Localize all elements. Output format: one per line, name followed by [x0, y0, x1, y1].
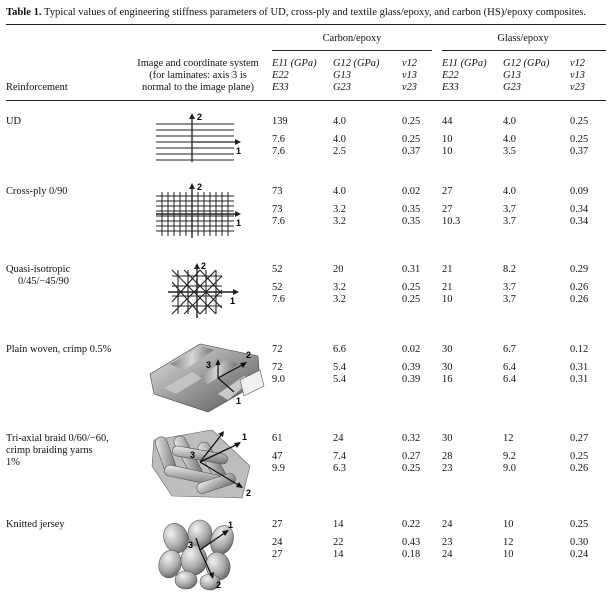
braid-axis-2: 2 — [246, 488, 252, 498]
knit-axis-2: 2 — [216, 580, 222, 590]
param-header-1-2: G23 — [333, 82, 351, 93]
cross-ply-image — [150, 180, 250, 242]
carbon-cell: 52 — [272, 264, 283, 275]
glass-cell: 30 — [442, 362, 453, 373]
carbon-cell: 6.3 — [333, 463, 346, 474]
param-header-1-1: G13 — [333, 70, 351, 81]
reinforcement-name: 1% — [6, 457, 20, 468]
carbon-cell: 0.39 — [402, 374, 421, 385]
quasi-axis-2: 2 — [201, 261, 207, 271]
reinforcement-name: Knitted jersey — [6, 519, 65, 530]
glass-cell: 10.3 — [442, 216, 461, 227]
glass-cell: 3.7 — [503, 204, 516, 215]
param-header-3-2: E33 — [442, 82, 459, 93]
carbon-cell: 61 — [272, 433, 283, 444]
glass-cell: 10 — [442, 146, 453, 157]
carbon-cell: 5.4 — [333, 374, 346, 385]
carbon-cell: 4.0 — [333, 134, 346, 145]
glass-cell: 0.31 — [570, 362, 589, 373]
carbon-cell: 0.25 — [402, 463, 421, 474]
reinforcement-name: UD — [6, 116, 22, 127]
woven-axis-2: 2 — [246, 350, 252, 360]
carbon-cell: 5.4 — [333, 362, 346, 373]
woven-axis-1: 1 — [236, 396, 242, 406]
group-glass-epoxy: Glass/epoxy — [497, 33, 549, 44]
header-image-line-3: normal to the image plane) — [142, 82, 254, 93]
glass-cell: 8.2 — [503, 264, 516, 275]
cross-ply-axis-1: 1 — [236, 218, 242, 228]
glass-cell: 0.25 — [570, 116, 589, 127]
carbon-cell: 0.35 — [402, 216, 421, 227]
knitted-jersey-image — [150, 516, 262, 592]
group-rule-carbon — [272, 50, 432, 51]
glass-cell: 23 — [442, 537, 453, 548]
carbon-cell: 72 — [272, 344, 283, 355]
glass-cell: 16 — [442, 374, 453, 385]
glass-cell: 44 — [442, 116, 453, 127]
carbon-cell: 3.2 — [333, 216, 346, 227]
carbon-cell: 20 — [333, 264, 344, 275]
carbon-cell: 9.0 — [272, 374, 285, 385]
glass-cell: 30 — [442, 344, 453, 355]
param-header-4-0: G12 (GPa) — [503, 58, 550, 69]
glass-cell: 28 — [442, 451, 453, 462]
glass-cell: 6.4 — [503, 362, 516, 373]
param-header-3-0: E11 (GPa) — [442, 58, 487, 69]
carbon-cell: 14 — [333, 519, 344, 530]
glass-cell: 12 — [503, 433, 514, 444]
param-header-5-0: ν12 — [570, 58, 586, 69]
glass-cell: 0.34 — [570, 216, 589, 227]
carbon-cell: 9.9 — [272, 463, 285, 474]
glass-cell: 0.29 — [570, 264, 589, 275]
glass-cell: 10 — [442, 134, 453, 145]
glass-cell: 0.31 — [570, 374, 589, 385]
carbon-cell: 0.18 — [402, 549, 421, 560]
carbon-cell: 27 — [272, 549, 283, 560]
glass-cell: 23 — [442, 463, 453, 474]
group-rule-glass — [442, 50, 606, 51]
glass-cell: 3.7 — [503, 282, 516, 293]
carbon-cell: 73 — [272, 186, 283, 197]
glass-cell: 9.0 — [503, 463, 516, 474]
carbon-cell: 7.6 — [272, 146, 285, 157]
glass-cell: 0.26 — [570, 282, 589, 293]
header-image-line-1: Image and coordinate system — [137, 58, 259, 69]
carbon-cell: 0.35 — [402, 204, 421, 215]
carbon-cell: 6.6 — [333, 344, 346, 355]
reinforcement-name: Cross-ply 0/90 — [6, 186, 68, 197]
carbon-cell: 0.32 — [402, 433, 421, 444]
glass-cell: 9.2 — [503, 451, 516, 462]
glass-cell: 6.4 — [503, 374, 516, 385]
carbon-cell: 0.43 — [402, 537, 421, 548]
glass-cell: 0.09 — [570, 186, 589, 197]
glass-cell: 4.0 — [503, 186, 516, 197]
cross-ply-axis-2: 2 — [197, 182, 203, 192]
carbon-cell: 52 — [272, 282, 283, 293]
glass-cell: 0.27 — [570, 433, 589, 444]
glass-cell: 0.25 — [570, 519, 589, 530]
glass-cell: 3.7 — [503, 294, 516, 305]
carbon-cell: 0.02 — [402, 344, 421, 355]
param-header-5-1: ν13 — [570, 70, 586, 81]
header-reinforcement: Reinforcement — [6, 82, 68, 93]
glass-cell: 27 — [442, 186, 453, 197]
carbon-cell: 0.02 — [402, 186, 421, 197]
carbon-cell: 2.5 — [333, 146, 346, 157]
carbon-cell: 0.27 — [402, 451, 421, 462]
glass-cell: 4.0 — [503, 134, 516, 145]
knit-axis-3: 3 — [188, 540, 194, 550]
glass-cell: 3.7 — [503, 216, 516, 227]
param-header-0-1: E22 — [272, 70, 289, 81]
glass-cell: 21 — [442, 282, 453, 293]
glass-cell: 10 — [442, 294, 453, 305]
glass-cell: 27 — [442, 204, 453, 215]
ud-laminate-image — [150, 110, 250, 168]
glass-cell: 0.12 — [570, 344, 589, 355]
param-header-4-2: G23 — [503, 82, 521, 93]
braid-axis-1: 1 — [242, 432, 248, 442]
carbon-cell: 7.4 — [333, 451, 346, 462]
carbon-cell: 7.6 — [272, 294, 285, 305]
caption-text: Typical values of engineering stiffness parameters of UD, cross-ply and textile glass/epoxy, and carbon (HS)/epoxy composites. — [44, 7, 587, 18]
plain-woven-image — [140, 334, 272, 416]
carbon-cell: 72 — [272, 362, 283, 373]
carbon-cell: 0.39 — [402, 362, 421, 373]
param-header-2-2: ν23 — [402, 82, 418, 93]
header-rule — [6, 100, 606, 101]
param-header-5-2: ν23 — [570, 82, 586, 93]
ud-axis-1: 1 — [236, 146, 242, 156]
knit-axis-1: 1 — [228, 520, 234, 530]
glass-cell: 3.5 — [503, 146, 516, 157]
top-rule — [6, 24, 606, 25]
carbon-cell: 47 — [272, 451, 283, 462]
carbon-cell: 7.6 — [272, 134, 285, 145]
carbon-cell: 0.37 — [402, 146, 421, 157]
reinforcement-name: crimp braiding yarns — [6, 445, 93, 456]
carbon-cell: 73 — [272, 204, 283, 215]
carbon-cell: 0.22 — [402, 519, 421, 530]
glass-cell: 0.24 — [570, 549, 589, 560]
carbon-cell: 22 — [333, 537, 344, 548]
carbon-cell: 24 — [333, 433, 344, 444]
carbon-cell: 0.25 — [402, 282, 421, 293]
carbon-cell: 4.0 — [333, 116, 346, 127]
carbon-cell: 14 — [333, 549, 344, 560]
param-header-2-0: ν12 — [402, 58, 418, 69]
glass-cell: 12 — [503, 537, 514, 548]
param-header-0-0: E11 (GPa) — [272, 58, 317, 69]
woven-axis-3: 3 — [206, 360, 212, 370]
ud-axis-2: 2 — [197, 112, 203, 122]
param-header-3-1: E22 — [442, 70, 459, 81]
glass-cell: 0.37 — [570, 146, 589, 157]
glass-cell: 6.7 — [503, 344, 516, 355]
glass-cell: 0.25 — [570, 451, 589, 462]
quasi-isotropic-image — [150, 258, 250, 324]
reinforcement-name: Quasi-isotropic — [6, 264, 71, 275]
carbon-cell: 0.25 — [402, 116, 421, 127]
param-header-2-1: ν13 — [402, 70, 418, 81]
reinforcement-name: Tri-axial braid 0/60/−60, — [6, 433, 109, 444]
glass-cell: 24 — [442, 549, 453, 560]
carbon-cell: 0.25 — [402, 134, 421, 145]
carbon-cell: 3.2 — [333, 294, 346, 305]
caption-label: Table 1. — [6, 7, 42, 18]
carbon-cell: 139 — [272, 116, 288, 127]
carbon-cell: 3.2 — [333, 282, 346, 293]
carbon-cell: 27 — [272, 519, 283, 530]
reinforcement-name: 0/45/−45/90 — [18, 276, 69, 287]
param-header-4-1: G13 — [503, 70, 521, 81]
header-image-line-2: (for laminates: axis 3 is — [149, 70, 247, 81]
glass-cell: 0.34 — [570, 204, 589, 215]
glass-cell: 0.30 — [570, 537, 589, 548]
group-carbon-epoxy: Carbon/epoxy — [322, 33, 382, 44]
table-caption — [6, 6, 606, 19]
carbon-cell: 0.31 — [402, 264, 421, 275]
glass-cell: 10 — [503, 519, 514, 530]
glass-cell: 0.25 — [570, 134, 589, 145]
reinforcement-name: Plain woven, crimp 0.5% — [6, 344, 112, 355]
glass-cell: 21 — [442, 264, 453, 275]
glass-cell: 24 — [442, 519, 453, 530]
quasi-axis-1: 1 — [230, 296, 236, 306]
glass-cell: 0.26 — [570, 294, 589, 305]
glass-cell: 30 — [442, 433, 453, 444]
carbon-cell: 3.2 — [333, 204, 346, 215]
glass-cell: 4.0 — [503, 116, 516, 127]
carbon-cell: 7.6 — [272, 216, 285, 227]
carbon-cell: 0.25 — [402, 294, 421, 305]
carbon-cell: 24 — [272, 537, 283, 548]
carbon-cell: 4.0 — [333, 186, 346, 197]
param-header-0-2: E33 — [272, 82, 289, 93]
param-header-1-0: G12 (GPa) — [333, 58, 380, 69]
triaxial-braid-image — [142, 426, 272, 504]
glass-cell: 0.26 — [570, 463, 589, 474]
braid-axis-3: 3 — [190, 450, 196, 460]
glass-cell: 10 — [503, 549, 514, 560]
